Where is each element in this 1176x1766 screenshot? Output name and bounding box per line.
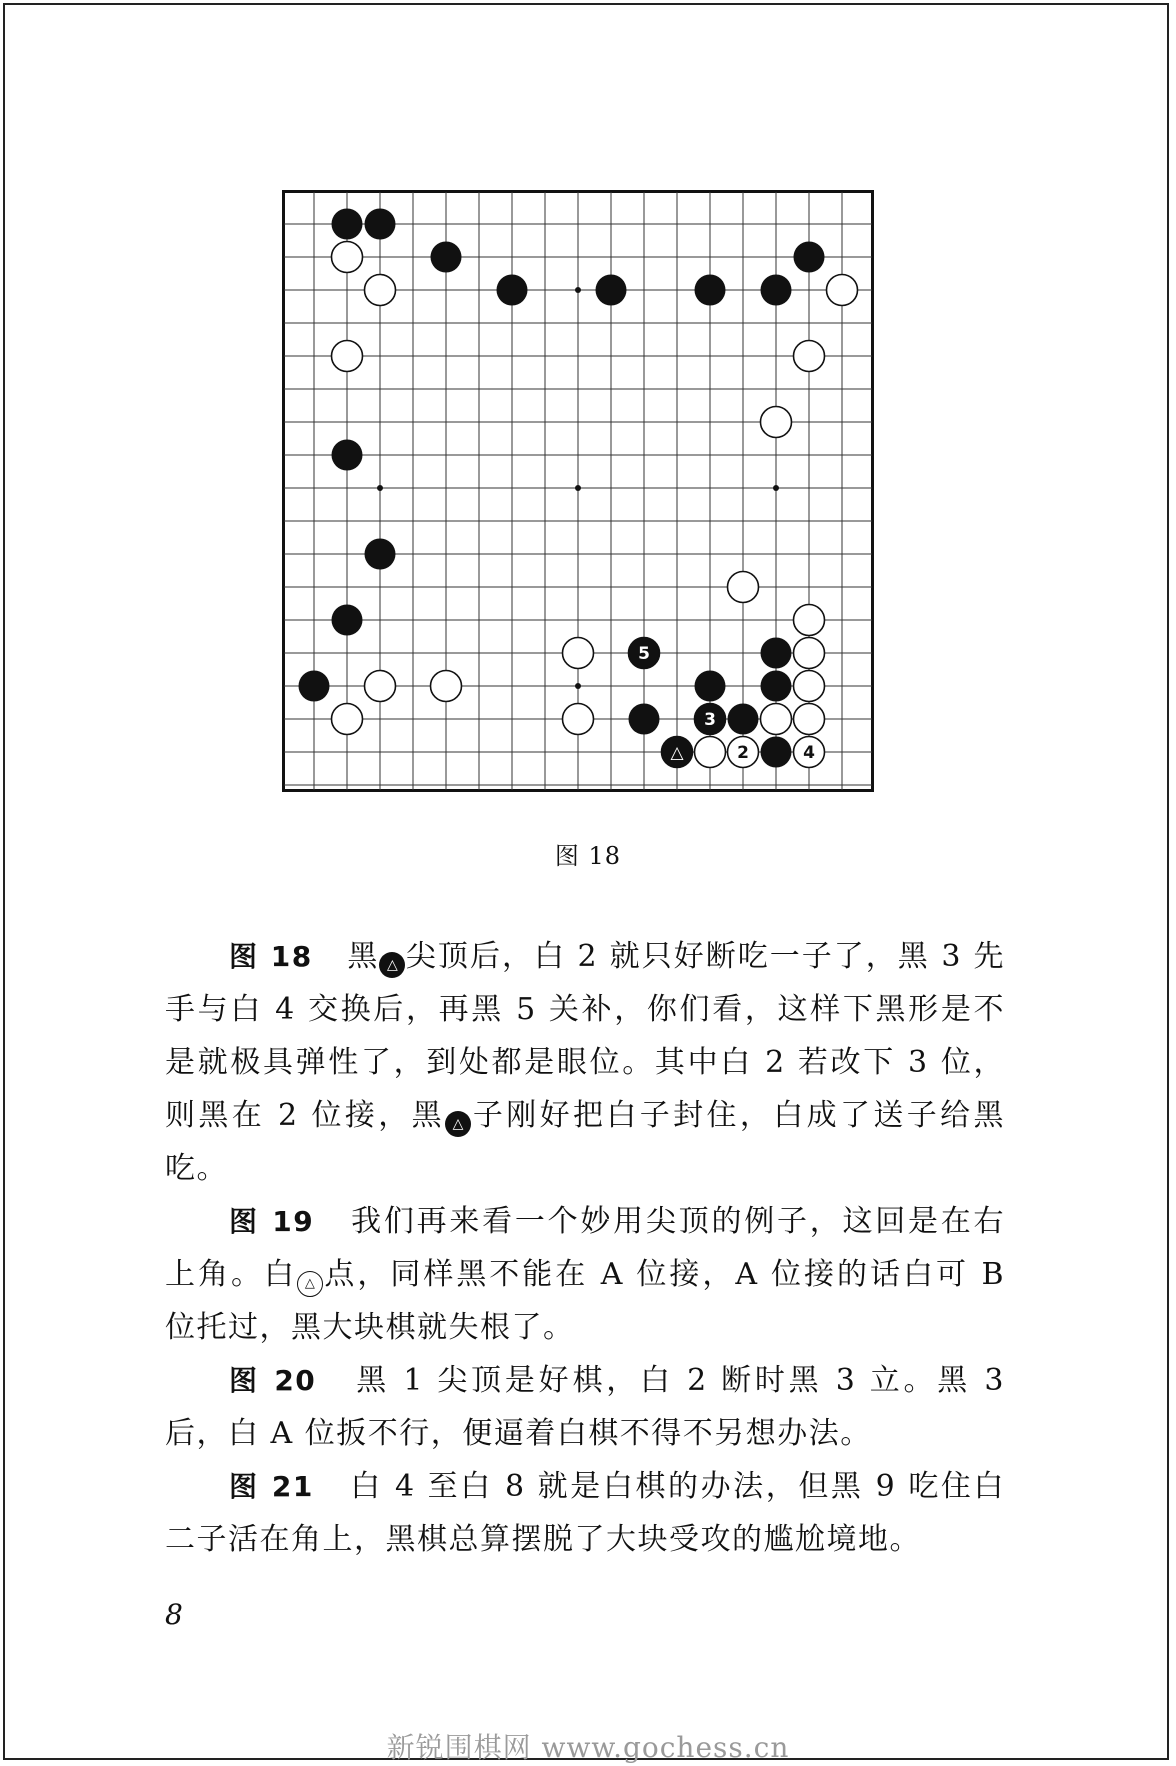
black-stone (629, 704, 660, 735)
page-number: 8 (165, 1598, 183, 1631)
paragraph-text: 尖顶后，白 2 就只好断吃一子了，黑 3 先手与白 4 交换后，再黑 5 关补，你们看，这样下黑形是不是就极具弹性了，到处都是眼位。其中白 2 若改下 3 位，则黑在 2 位接，黑 (165, 939, 1006, 1133)
body-text (165, 930, 1005, 1566)
white-stone (695, 737, 726, 768)
black-stone (332, 440, 363, 471)
white-stone (728, 572, 759, 603)
white-stone (365, 275, 396, 306)
star-point (575, 683, 581, 689)
stone-label: △ (670, 743, 684, 763)
white-stone (332, 704, 363, 735)
star-point (773, 485, 779, 491)
star-point (377, 485, 383, 491)
black-stone (728, 704, 759, 735)
paragraph-text: 黑 (347, 939, 380, 974)
white-stone (794, 605, 825, 636)
black-triangle-stone-icon: △ (445, 1111, 471, 1137)
figure-label: 图 21 (229, 1470, 314, 1503)
black-stone (794, 242, 825, 273)
figure-caption: 图 18 (554, 842, 622, 870)
black-stone (332, 209, 363, 240)
paragraph-fig18 (165, 930, 1005, 1195)
watermark: 新锐围棋网 www.gochess.cn (386, 1731, 790, 1764)
star-point (575, 287, 581, 293)
black-stone (299, 671, 330, 702)
black-stone (596, 275, 627, 306)
black-stone (695, 671, 726, 702)
paragraph-text: 点，同样黑不能在 A 位接，A 位接的话白可 B 位托过，黑大块棋就失根了。 (165, 1257, 1005, 1345)
black-stone (695, 275, 726, 306)
white-stone (563, 638, 594, 669)
black-stone (332, 605, 363, 636)
black-stone (761, 737, 792, 768)
stone-label: 3 (704, 710, 716, 730)
white-stone (761, 704, 792, 735)
white-stone (794, 704, 825, 735)
figure-label: 图 20 (229, 1364, 317, 1397)
star-point (575, 485, 581, 491)
white-stone (827, 275, 858, 306)
paragraph-text: 白 4 至白 8 就是白棋的办法，但黑 9 吃住白二子活在角上，黑棋总算摆脱了大块受攻的尴尬境地。 (165, 1469, 1006, 1557)
go-board-diagram (282, 190, 874, 792)
figure-label: 图 18 (229, 940, 313, 973)
paragraph-fig19 (165, 1195, 1005, 1354)
stone-label: 2 (737, 743, 749, 763)
white-stone (794, 671, 825, 702)
black-stone (365, 539, 396, 570)
white-stone (794, 638, 825, 669)
black-stone (497, 275, 528, 306)
figure-label: 图 19 (229, 1205, 315, 1238)
black-triangle-stone-icon: △ (379, 952, 405, 978)
white-stone (365, 671, 396, 702)
white-stone (332, 341, 363, 372)
black-stone (431, 242, 462, 273)
black-stone (761, 671, 792, 702)
white-stone (431, 671, 462, 702)
black-stone (761, 638, 792, 669)
white-stone (761, 407, 792, 438)
paragraph-fig21 (165, 1460, 1005, 1566)
white-stone (332, 242, 363, 273)
black-stone (365, 209, 396, 240)
stone-label: 5 (638, 644, 650, 664)
white-stone (794, 341, 825, 372)
stone-label: 4 (803, 743, 815, 763)
black-stone (761, 275, 792, 306)
paragraph-text: 子刚好把白子封住，白成了送子给黑吃。 (165, 1098, 1006, 1186)
paragraph-fig20 (165, 1354, 1005, 1460)
white-stone (563, 704, 594, 735)
white-triangle-stone-icon: △ (297, 1271, 323, 1297)
paragraph-text: 我们再来看一个妙用尖顶的例子，这回是在右上角。白 (165, 1204, 1006, 1292)
paragraph-text: 黑 1 尖顶是好棋，白 2 断时黑 3 立。黑 3 后，白 A 位扳不行，便逼着白棋不得不另想办法。 (165, 1363, 1005, 1451)
